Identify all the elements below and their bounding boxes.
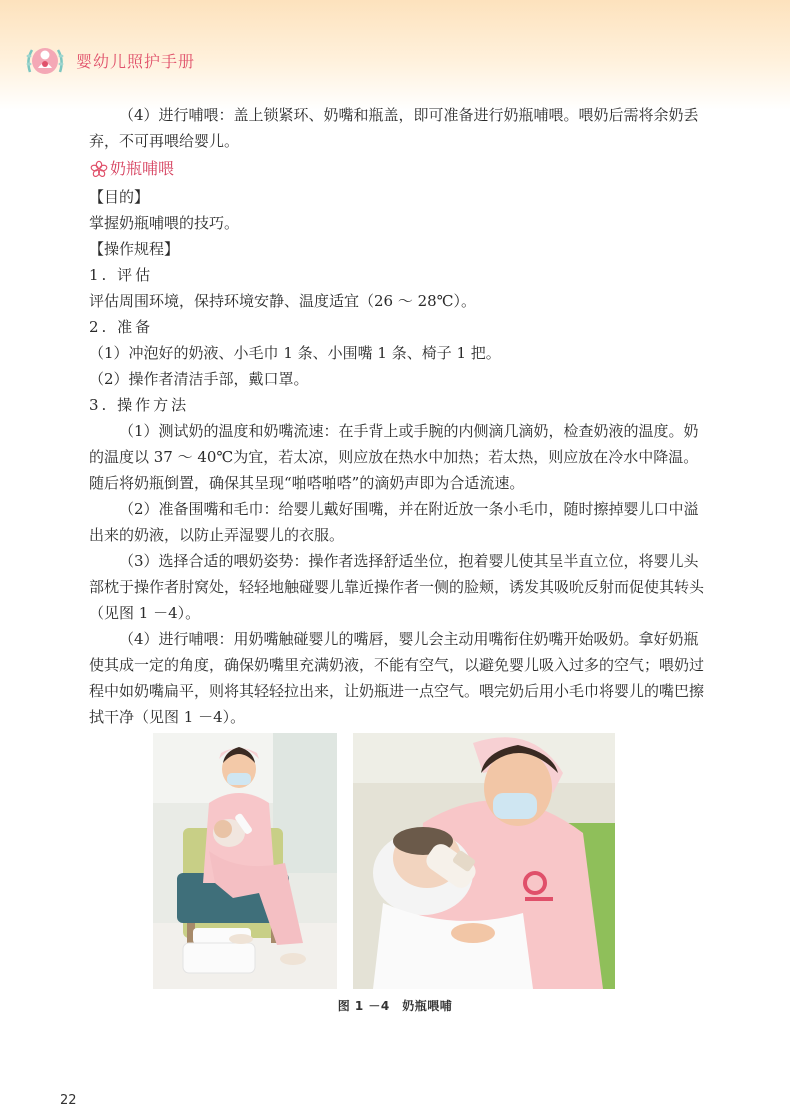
- section-title: [89, 154, 709, 184]
- step2-heading: 2. 准备: [89, 318, 154, 336]
- purpose-heading: 【目的】: [89, 188, 150, 206]
- page-number: 22: [60, 1093, 77, 1108]
- step1-text: 评估周围环境，保持环境安静、温度适宜（26 ～ 28℃）。: [89, 292, 476, 310]
- book-title: 婴幼儿照护手册: [76, 52, 196, 71]
- main-content: [89, 102, 709, 730]
- flower-icon: [90, 160, 108, 178]
- procedure-heading: 【操作规程】: [89, 240, 180, 258]
- step3-item3: （3）选择合适的喂奶姿势：操作者选择舒适坐位，抱着婴儿使其呈半直立位，将婴儿头部枕于操作者肘窝处，轻轻地触碰婴儿靠近操作者一侧的脸颊，诱发其吸吮反射而促使其转头（见图 1 －4）。: [89, 552, 705, 622]
- step3-item2: （2）准备围嘴和毛巾：给婴儿戴好围嘴，并在附近放一条小毛巾，随时擦掉婴儿口中溢出来的奶液，以防止弄湿婴儿的衣服。: [89, 500, 699, 544]
- baby-care-emblem-icon: [24, 42, 66, 80]
- section-title-text: 奶瓶哺喂: [110, 159, 175, 178]
- photo-nurse-seated-feeding: [153, 733, 337, 989]
- step3-item4: （4）进行哺喂：用奶嘴触碰婴儿的嘴唇，婴儿会主动用嘴衔住奶嘴开始吸奶。拿好奶瓶使其成一定的角度，确保奶嘴里充满奶液，不能有空气，以避免婴儿吸入过多的空气；喂奶过程中如奶嘴扁平，则将其轻轻拉出来，让奶瓶进一点空气。喂完奶后用小毛巾将婴儿的嘴巴擦拭干净（见图 1 －4）。: [89, 630, 705, 726]
- step3-heading: 3. 操作方法: [89, 396, 190, 414]
- step3-item1: （1）测试奶的温度和奶嘴流速：在手背上或手腕的内侧滴几滴奶，检查奶液的温度。奶的温度以 37 ～ 40℃为宜，若太凉，则应放在热水中加热；若太热，则应放在冷水中降温。随后将奶瓶倒置，确保其呈现“啪嗒啪嗒”的滴奶声即为合适流速。: [89, 422, 699, 492]
- photo-nurse-bottle-feeding-closeup: [353, 733, 615, 989]
- figure-caption: 图 1 －4 奶瓶喂哺: [337, 999, 453, 1013]
- figure-photos: [153, 733, 615, 989]
- step1-heading: 1. 评估: [89, 266, 154, 284]
- step2-item2: （2）操作者清洁手部，戴口罩。: [89, 370, 309, 388]
- step2-item1: （1）冲泡好的奶液、小毛巾 1 条、小围嘴 1 条、椅子 1 把。: [89, 344, 501, 362]
- intro-paragraph: （4）进行哺喂：盖上锁紧环、奶嘴和瓶盖，即可准备进行奶瓶哺喂。喂奶后需将余奶丢弃，不可再喂给婴儿。: [89, 106, 699, 150]
- purpose-text: 掌握奶瓶哺喂的技巧。: [89, 214, 240, 232]
